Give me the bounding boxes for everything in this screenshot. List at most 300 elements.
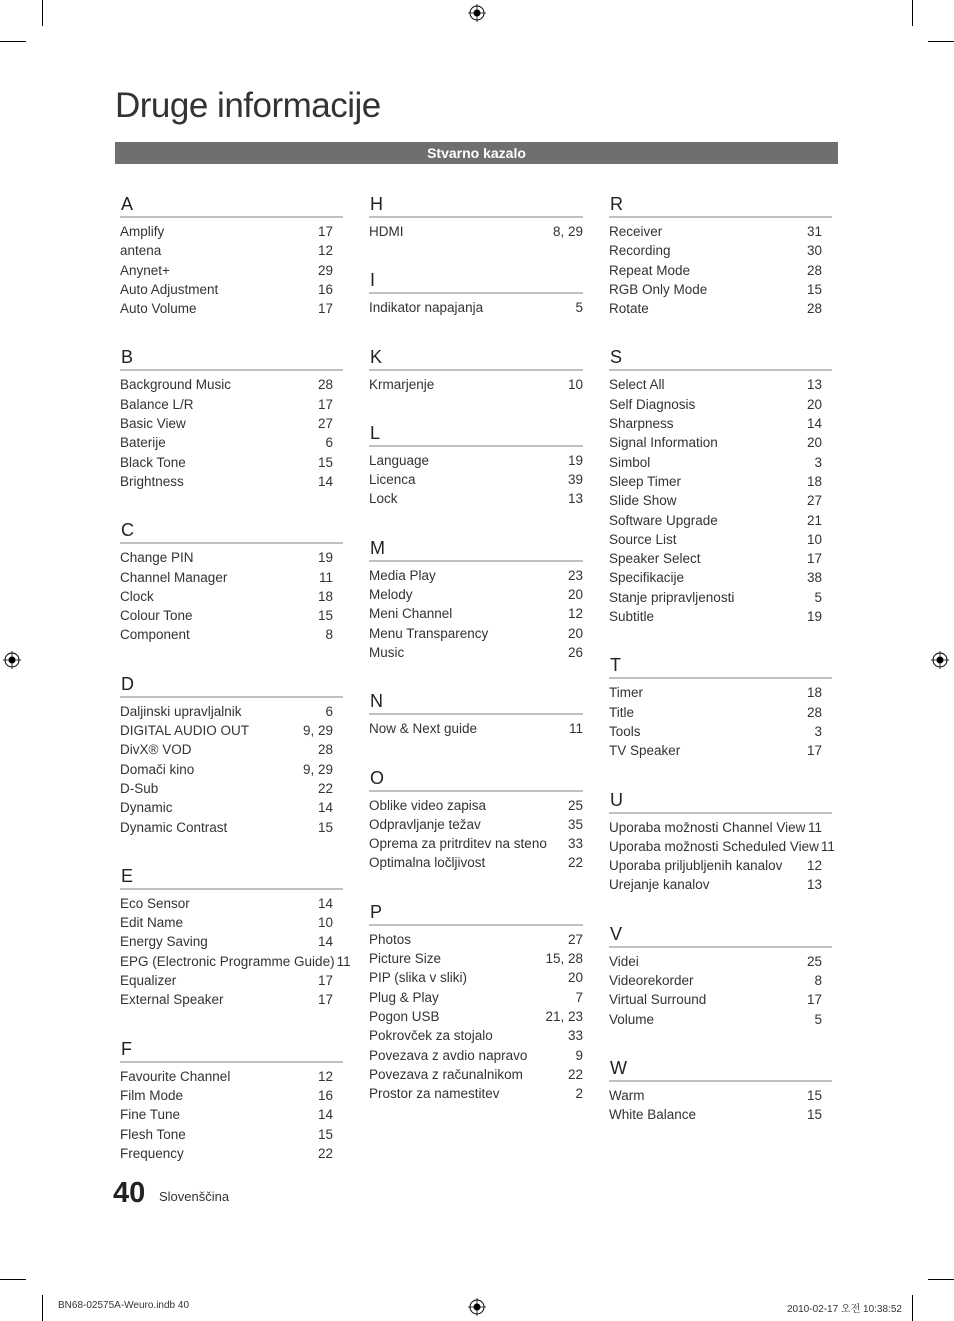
index-entry [609, 875, 832, 894]
index-letter-heading: E [120, 864, 343, 890]
index-entry-pages: 18 [317, 588, 333, 604]
index-group [369, 689, 583, 738]
index-entry-term: Uporaba možnosti Scheduled View [609, 838, 819, 854]
index-entry-term: Warm [609, 1087, 645, 1103]
index-entry [120, 740, 343, 759]
index-entry-term: Lock [369, 491, 398, 507]
index-entry-pages: 20 [567, 587, 583, 603]
index-entry [369, 949, 583, 968]
index-entry-pages: 16 [317, 281, 333, 297]
index-entry [609, 241, 832, 260]
index-entry-pages: 17 [317, 973, 333, 989]
index-entry-pages: 5 [814, 589, 822, 605]
index-entry [609, 683, 832, 702]
index-entry-term: Signal Information [609, 435, 718, 451]
index-entry [120, 280, 343, 299]
index-entry-pages: 18 [806, 473, 822, 489]
index-entry [369, 968, 583, 987]
index-entry [609, 588, 832, 607]
index-entry-pages: 28 [317, 742, 333, 758]
crop-mark [0, 1279, 26, 1280]
index-entry-term: White Balance [609, 1107, 697, 1123]
section-header: Stvarno kazalo [115, 142, 838, 164]
index-entry-pages: 15 [806, 281, 822, 297]
index-entry [369, 1007, 583, 1026]
footer-timestamp: 2010-02-17 오전 10:38:52 [787, 1304, 902, 1315]
index-entry-pages: 12 [806, 858, 822, 874]
index-entry [609, 491, 832, 510]
index-entry-term: Change PIN [120, 550, 194, 566]
index-entry-term: Software Upgrade [609, 512, 718, 528]
index-group [120, 345, 343, 491]
index-entry [609, 722, 832, 741]
index-entry-term: Channel Manager [120, 569, 228, 585]
index-entry-term: DIGITAL AUDIO OUT [120, 723, 250, 739]
index-entry [120, 625, 343, 644]
index-entry-pages: 17 [806, 551, 822, 567]
index-entry [369, 375, 583, 394]
index-entry [609, 453, 832, 472]
index-entry-term: Uporaba možnosti Channel View [609, 819, 806, 835]
index-group [609, 345, 832, 626]
index-entry-pages: 10 [567, 376, 583, 392]
index-entry [120, 587, 343, 606]
index-entry-term: Recording [609, 243, 671, 259]
index-entry-term: Volume [609, 1011, 655, 1027]
index-group [609, 653, 832, 760]
index-entry-term: Oprema za pritrditev na steno [369, 836, 547, 852]
index-entry [120, 375, 343, 394]
index-entry-term: Videorekorder [609, 973, 694, 989]
index-entry-pages: 26 [567, 644, 583, 660]
index-entry-pages: 17 [317, 992, 333, 1008]
index-entry-pages: 18 [806, 685, 822, 701]
index-entry [120, 1125, 343, 1144]
index-entry-term: Specifikacije [609, 570, 685, 586]
index-entry-term: Povezava z računalnikom [369, 1066, 523, 1082]
index-entry-term: Brightness [120, 473, 184, 489]
index-entry-term: Rotate [609, 301, 649, 317]
index-entry [609, 990, 832, 1009]
index-entry-term: Povezava z avdio napravo [369, 1047, 528, 1063]
index-entry-pages: 20 [567, 970, 583, 986]
index-entry-term: EPG (Electronic Programme Guide) [120, 953, 335, 969]
index-entry-term: Anynet+ [120, 262, 170, 278]
index-entry [369, 930, 583, 949]
index-entry-term: Sharpness [609, 416, 674, 432]
index-group [369, 900, 583, 1104]
index-entry [369, 624, 583, 643]
index-entry-pages: 11 [807, 819, 822, 835]
index-entry [120, 414, 343, 433]
index-group [120, 518, 343, 644]
index-entry [609, 1010, 832, 1029]
index-entry-term: Uporaba priljubljenih kanalov [609, 858, 783, 874]
index-entry-pages: 15 [806, 1107, 822, 1123]
index-entry [609, 375, 832, 394]
index-entry-pages: 22 [567, 1066, 583, 1082]
index-entry [369, 1046, 583, 1065]
index-entry-term: Edit Name [120, 915, 184, 931]
index-entry [609, 261, 832, 280]
index-entry [120, 990, 343, 1009]
index-entry-term: antena [120, 243, 162, 259]
index-letter-heading: R [609, 192, 832, 218]
crop-mark [912, 1295, 913, 1321]
index-letter-heading: B [120, 345, 343, 371]
index-entry [120, 971, 343, 990]
index-entry-pages: 3 [814, 454, 822, 470]
index-entry [609, 568, 832, 587]
index-entry-term: TV Speaker [609, 743, 681, 759]
index-entry-term: Videi [609, 953, 639, 969]
index-entry-term: Music [369, 644, 405, 660]
index-entry-pages: 13 [806, 377, 822, 393]
index-entry-pages: 17 [317, 301, 333, 317]
page-title: Druge informacije [115, 86, 381, 125]
index-letter-heading: O [369, 766, 583, 792]
index-entry [609, 607, 832, 626]
index-group [120, 864, 351, 1010]
index-entry-term: Dynamic Contrast [120, 819, 228, 835]
index-entry-pages: 28 [806, 301, 822, 317]
index-entry-term: Meni Channel [369, 606, 453, 622]
index-group [120, 192, 343, 318]
index-entry-pages: 9, 29 [302, 761, 333, 777]
index-entry [120, 932, 343, 951]
index-entry-term: Background Music [120, 377, 232, 393]
index-entry [120, 952, 351, 971]
index-entry-pages: 15 [317, 1126, 333, 1142]
index-entry-term: Media Play [369, 567, 436, 583]
index-entry [120, 894, 343, 913]
index-entry-pages: 21, 23 [545, 1008, 583, 1024]
index-entry [120, 779, 343, 798]
index-column [120, 192, 351, 1190]
index-entry-pages: 31 [806, 224, 822, 239]
index-entry [120, 241, 343, 260]
index-entry-pages: 5 [575, 300, 583, 316]
index-entry [369, 566, 583, 585]
index-entry [120, 1144, 343, 1163]
index-entry [609, 837, 835, 856]
index-entry-term: Tools [609, 723, 641, 739]
index-entry-term: Odpravljanje težav [369, 816, 481, 832]
index-letter-heading: K [369, 345, 583, 371]
index-entry-pages: 6 [325, 435, 333, 451]
index-entry [609, 414, 832, 433]
index-entry [609, 222, 832, 241]
index-entry-term: Repeat Mode [609, 262, 691, 278]
index-entry-term: Favourite Channel [120, 1068, 231, 1084]
index-entry-term: Select All [609, 377, 665, 393]
index-entry-term: Stanje pripravljenosti [609, 589, 735, 605]
index-entry-term: Baterije [120, 435, 166, 451]
index-entry-pages: 21 [806, 512, 822, 528]
index-entry-pages: 27 [317, 416, 333, 432]
index-entry-term: Prostor za namestitev [369, 1086, 500, 1102]
index-entry-term: Component [120, 627, 190, 643]
index-entry-pages: 19 [806, 609, 822, 625]
index-entry [609, 818, 832, 837]
index-letter-heading: L [369, 421, 583, 447]
index-entry-term: Plug & Play [369, 989, 439, 1005]
index-group [369, 345, 583, 394]
index-entry [369, 853, 583, 872]
index-entry-pages: 19 [317, 550, 333, 566]
index-entry-term: Receiver [609, 224, 663, 239]
index-entry-pages: 27 [806, 493, 822, 509]
index-group [120, 672, 343, 837]
index-entry-term: RGB Only Mode [609, 281, 708, 297]
crop-mark [0, 41, 26, 42]
index-entry [369, 451, 583, 470]
page-number: 40 [113, 1177, 146, 1209]
index-entry-pages: 12 [317, 1068, 333, 1084]
index-entry [609, 530, 832, 549]
index-entry-term: Basic View [120, 416, 186, 432]
index-group [609, 788, 835, 895]
index-entry-term: Simbol [609, 454, 651, 470]
index-entry-term: Melody [369, 587, 413, 603]
index-entry-pages: 8 [814, 973, 822, 989]
index-entry [120, 606, 343, 625]
index-entry [609, 280, 832, 299]
registration-mark-icon [468, 1298, 486, 1316]
index-entry [609, 472, 832, 491]
index-letter-heading: W [609, 1056, 832, 1082]
index-entry [369, 988, 583, 1007]
index-entry-pages: 23 [567, 567, 583, 583]
index-entry-pages: 14 [317, 800, 333, 816]
crop-mark [42, 0, 43, 26]
index-entry-term: HDMI [369, 224, 404, 239]
index-entry [120, 1067, 343, 1086]
index-entry-pages: 14 [317, 1107, 333, 1123]
index-entry [609, 395, 832, 414]
index-entry [120, 1105, 343, 1124]
index-entry [120, 433, 343, 452]
index-entry-term: Fine Tune [120, 1107, 181, 1123]
index-group [369, 766, 583, 873]
index-entry [120, 261, 343, 280]
index-entry [369, 815, 583, 834]
page-language: Slovenščina [159, 1189, 230, 1204]
crop-mark [928, 41, 954, 42]
index-entry-pages: 3 [814, 723, 822, 739]
crop-mark [928, 1279, 954, 1280]
index-entry-pages: 27 [567, 931, 583, 947]
index-entry-term: Eco Sensor [120, 895, 190, 911]
index-entry [369, 643, 583, 662]
index-entry-term: Virtual Surround [609, 992, 707, 1008]
index-entry-pages: 14 [317, 473, 333, 489]
index-entry [369, 834, 583, 853]
index-letter-heading: F [120, 1037, 343, 1063]
index-entry [369, 222, 583, 241]
index-entry-pages: 8 [325, 627, 333, 643]
index-group [120, 1037, 343, 1163]
index-entry [120, 913, 343, 932]
index-letter-heading: A [120, 192, 343, 218]
index-entry-pages: 38 [806, 570, 822, 586]
index-entry-term: Self Diagnosis [609, 396, 696, 412]
index-entry [609, 971, 832, 990]
index-entry-pages: 11 [318, 569, 333, 585]
index-entry-term: Speaker Select [609, 551, 701, 567]
index-entry-term: Source List [609, 531, 677, 547]
index-group [609, 192, 832, 318]
index-entry-term: Black Tone [120, 454, 186, 470]
index-entry-pages: 9, 29 [302, 723, 333, 739]
index-entry [120, 702, 343, 721]
index-entry-pages: 28 [806, 262, 822, 278]
index-entry [120, 453, 343, 472]
crop-mark [42, 1295, 43, 1321]
index-entry [609, 856, 832, 875]
index-entry-pages: 14 [317, 895, 333, 911]
index-entry-pages: 17 [806, 992, 822, 1008]
index-entry-pages: 29 [317, 262, 333, 278]
index-entry-pages: 17 [317, 224, 333, 239]
index-entry-term: Energy Saving [120, 934, 208, 950]
index-letter-heading: I [369, 268, 583, 294]
index-entry-pages: 28 [806, 704, 822, 720]
index-entry [369, 489, 583, 508]
index-entry-pages: 12 [567, 606, 583, 622]
index-letter-heading: N [369, 689, 583, 715]
index-entry [609, 1105, 832, 1124]
index-entry-term: Domači kino [120, 761, 195, 777]
index-entry-pages: 11 [568, 721, 583, 737]
index-entry [369, 585, 583, 604]
index-entry-term: Sleep Timer [609, 473, 682, 489]
index-entry-pages: 13 [567, 491, 583, 507]
index-entry-pages: 13 [806, 877, 822, 893]
index-entry-term: Photos [369, 931, 412, 947]
index-entry-pages: 30 [806, 243, 822, 259]
index-entry-pages: 25 [567, 797, 583, 813]
index-entry [120, 721, 343, 740]
index-letter-heading: M [369, 536, 583, 562]
index-entry [609, 511, 832, 530]
registration-mark-icon [931, 651, 949, 669]
index-entry-term: Auto Volume [120, 301, 197, 317]
index-entry [609, 433, 832, 452]
index-entry-term: External Speaker [120, 992, 224, 1008]
index-entry [369, 604, 583, 623]
index-entry-pages: 8, 29 [552, 224, 583, 239]
index-column [369, 192, 583, 1130]
index-entry-term: D-Sub [120, 780, 159, 796]
crop-mark [912, 0, 913, 26]
index-entry [120, 299, 343, 318]
index-entry-term: Daljinski upravljalnik [120, 703, 242, 719]
index-entry-term: Oblike video zapisa [369, 797, 487, 813]
index-entry [120, 760, 343, 779]
index-entry-term: PIP (slika v sliki) [369, 970, 468, 986]
index-entry [609, 741, 832, 760]
index-entry-pages: 10 [317, 915, 333, 931]
index-entry-pages: 33 [567, 1028, 583, 1044]
footer-file-info: BN68-02575A-Weuro.indb 40 [58, 1300, 190, 1311]
index-entry-term: Language [369, 452, 430, 468]
index-group [369, 268, 583, 317]
index-entry [609, 299, 832, 318]
index-entry-pages: 39 [567, 472, 583, 488]
index-entry-pages: 2 [575, 1086, 583, 1102]
index-letter-heading: U [609, 788, 832, 814]
index-entry-pages: 17 [806, 743, 822, 759]
index-entry-term: Colour Tone [120, 608, 193, 624]
index-entry-pages: 15 [317, 608, 333, 624]
index-entry-term: Urejanje kanalov [609, 877, 710, 893]
index-entry-pages: 11 [336, 953, 351, 969]
index-letter-heading: V [609, 922, 832, 948]
index-letter-heading: D [120, 672, 343, 698]
index-entry-pages: 15 [317, 454, 333, 470]
index-entry-term: Title [609, 704, 635, 720]
registration-mark-icon [468, 4, 486, 22]
index-group [369, 536, 583, 662]
index-entry-pages: 16 [317, 1087, 333, 1103]
index-entry-pages: 22 [317, 1145, 333, 1161]
index-letter-heading: H [369, 192, 583, 218]
index-letter-heading: C [120, 518, 343, 544]
index-entry [120, 395, 343, 414]
index-entry-pages: 11 [820, 838, 835, 854]
index-entry-term: Timer [609, 685, 643, 701]
index-entry-term: Menu Transparency [369, 625, 489, 641]
index-entry-term: Indikator napajanja [369, 300, 484, 316]
index-group [609, 1056, 832, 1125]
index-entry [120, 798, 343, 817]
index-entry-term: Optimalna ločljivost [369, 855, 486, 871]
index-entry-pages: 5 [814, 1011, 822, 1027]
index-entry-pages: 33 [567, 836, 583, 852]
index-entry-pages: 14 [317, 934, 333, 950]
index-entry [120, 222, 343, 241]
registration-mark-icon [3, 651, 21, 669]
index-entry-term: Flesh Tone [120, 1126, 186, 1142]
index-entry [120, 568, 343, 587]
index-entry [609, 549, 832, 568]
index-group [369, 192, 583, 241]
index-entry-pages: 10 [806, 531, 822, 547]
index-entry-term: Film Mode [120, 1087, 184, 1103]
index-entry [120, 548, 343, 567]
index-entry [120, 818, 343, 837]
index-entry-pages: 15 [317, 819, 333, 835]
index-entry [369, 719, 583, 738]
index-entry [369, 1026, 583, 1045]
index-entry-pages: 12 [317, 243, 333, 259]
index-entry-term: Auto Adjustment [120, 281, 219, 297]
index-column [609, 192, 835, 1152]
index-entry-pages: 14 [806, 416, 822, 432]
index-entry-term: Now & Next guide [369, 721, 478, 737]
index-entry [609, 1086, 832, 1105]
index-entry-pages: 9 [575, 1047, 583, 1063]
index-entry-pages: 25 [806, 953, 822, 969]
index-letter-heading: P [369, 900, 583, 926]
index-letter-heading: T [609, 653, 832, 679]
index-entry [369, 1065, 583, 1084]
index-entry [369, 796, 583, 815]
index-group [369, 421, 583, 509]
index-entry [369, 470, 583, 489]
index-entry-term: Pogon USB [369, 1008, 440, 1024]
